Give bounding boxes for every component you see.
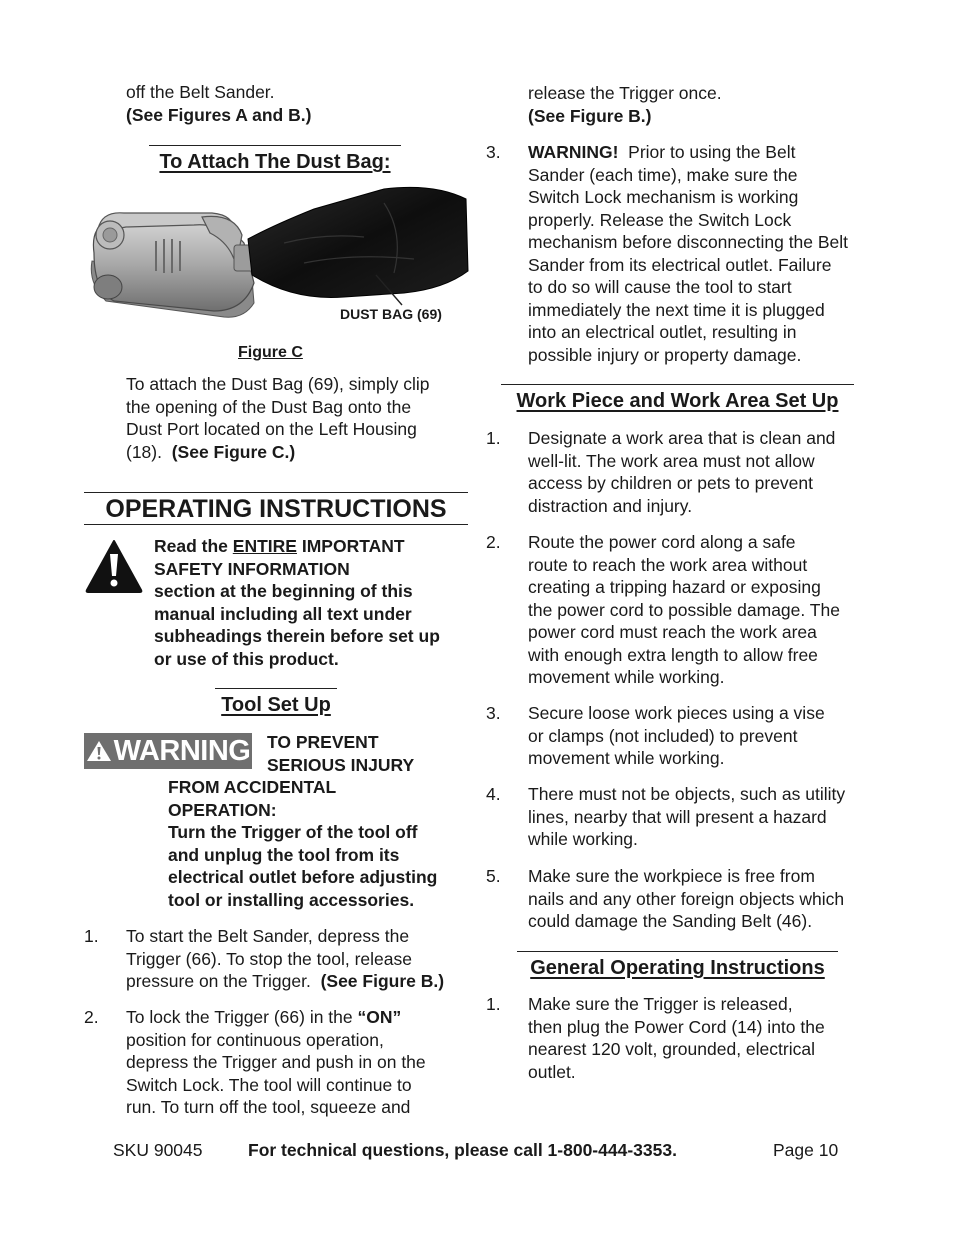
continued-line: release the Trigger once. xyxy=(528,83,722,103)
tool-setup-step-3 xyxy=(486,141,886,367)
safety-line: manual including all text under xyxy=(154,603,412,624)
tool-setup-step-1 xyxy=(84,925,484,995)
work-item-5 xyxy=(486,865,886,935)
step-line: possible injury or property damage. xyxy=(528,344,802,365)
item-line: creating a tripping hazard or exposing xyxy=(528,577,821,597)
belt-sander-illustration xyxy=(84,183,470,325)
intro-line: off the Belt Sander. xyxy=(126,82,275,102)
item-line: nails and any other foreign objects which xyxy=(528,888,845,909)
warning-line: OPERATION: xyxy=(168,799,277,820)
item-line: with enough extra length to allow free xyxy=(528,644,818,665)
item-line: nearest 120 volt, grounded, electrical xyxy=(528,1039,815,1059)
safety-read-the: Read the xyxy=(154,536,228,556)
dust-bag-line: Dust Port located on the Left Housing xyxy=(126,419,417,439)
intro-figure-ref: (See Figures A and B.) xyxy=(126,104,312,125)
item-line: movement while working. xyxy=(528,748,725,768)
item-number: 1. xyxy=(486,994,501,1014)
safety-line: or use of this product. xyxy=(154,648,339,669)
step-number: 2. xyxy=(84,1007,99,1027)
step-line: To start the Belt Sander, depress the xyxy=(126,926,410,946)
item-line: There must not be objects, such as utility xyxy=(528,784,846,804)
step-number: 3. xyxy=(486,142,501,162)
warning-badge xyxy=(84,733,252,769)
step-line: To lock the Trigger (66) in the xyxy=(126,1007,353,1027)
item-line: outlet. xyxy=(528,1061,576,1082)
item-number: 5. xyxy=(486,866,501,886)
safety-line: section at the beginning of this xyxy=(154,581,413,601)
warning-line: Turn the Trigger of the tool off xyxy=(168,822,418,842)
step-line: Switch Lock. The tool will continue to xyxy=(126,1074,412,1095)
warning-text xyxy=(168,776,437,911)
item-line: Designate a work area that is clean and xyxy=(528,428,836,448)
tool-setup-step-2 xyxy=(84,1006,484,1121)
figure-c xyxy=(84,183,470,325)
item-line: Make sure the Trigger is released, xyxy=(528,994,793,1014)
on-label: “ON” xyxy=(357,1007,402,1027)
footer-sku: SKU 90045 xyxy=(113,1140,203,1160)
operating-instructions-heading: OPERATING INSTRUCTIONS xyxy=(84,492,468,525)
item-number: 1. xyxy=(486,428,501,448)
step-line: Switch Lock mechanism is working xyxy=(528,187,799,207)
item-line: could damage the Sanding Belt (46). xyxy=(528,911,813,931)
item-number: 2. xyxy=(486,532,501,552)
dust-bag-paragraph xyxy=(126,373,429,463)
step-line: Sander from its electrical outlet. Failure xyxy=(528,254,832,275)
step-line: properly. Release the Switch Lock xyxy=(528,209,792,230)
item-line: power cord must reach the work area xyxy=(528,622,817,642)
work-item-2 xyxy=(486,531,886,691)
step-line: pressure on the Trigger. xyxy=(126,971,311,991)
work-item-1 xyxy=(486,427,886,519)
item-line: access by children or pets to prevent xyxy=(528,473,814,493)
safety-line: subheadings therein before set up xyxy=(154,626,440,646)
item-line: or clamps (not included) to prevent xyxy=(528,725,798,746)
dust-bag-line: the opening of the Dust Bag onto the xyxy=(126,396,412,417)
item-line: well-lit. The work area must not allow xyxy=(528,450,815,471)
warning-line: SERIOUS INJURY xyxy=(267,754,415,775)
continued-text xyxy=(528,82,722,127)
item-number: 3. xyxy=(486,703,501,723)
warning-line: FROM ACCIDENTAL xyxy=(168,777,337,797)
safety-notice xyxy=(154,535,440,670)
footer-page-number: Page 10 xyxy=(773,1140,839,1160)
safety-line: SAFETY INFORMATION xyxy=(154,558,350,579)
dust-bag-line: (18). xyxy=(126,441,162,462)
dust-bag-heading: To Attach The Dust Bag: xyxy=(149,145,401,174)
step-line: Sander (each time), make sure the xyxy=(528,164,798,185)
general-item-1 xyxy=(486,993,886,1085)
step-line: to do so will cause the tool to start xyxy=(528,277,792,297)
item-line: distraction and injury. xyxy=(528,495,693,516)
work-area-heading: Work Piece and Work Area Set Up xyxy=(501,384,854,413)
intro-text xyxy=(126,81,311,126)
warning-line: tool or installing accessories. xyxy=(168,889,415,910)
warning-label: WARNING xyxy=(113,735,251,767)
item-line: while working. xyxy=(528,829,638,849)
general-instructions-heading: General Operating Instructions xyxy=(517,951,838,980)
footer-tech-support: For technical questions, please call 1-800-444-3353. xyxy=(248,1140,677,1160)
step-line: mechanism before disconnecting the Belt xyxy=(528,232,849,252)
safety-entire: ENTIRE xyxy=(232,536,297,556)
step-warning-label: WARNING! xyxy=(528,142,619,162)
item-line: lines, nearby that will present a hazard xyxy=(528,806,827,827)
work-item-3 xyxy=(486,702,886,772)
dust-bag-callout: DUST BAG (69) xyxy=(340,306,442,322)
dust-bag-figure-ref: (See Figure C.) xyxy=(171,441,296,462)
work-item-4 xyxy=(486,783,886,853)
warning-triangle-icon xyxy=(84,538,144,594)
item-line: Route the power cord along a safe xyxy=(528,532,796,552)
warning-line: electrical outlet before adjusting xyxy=(168,867,438,887)
step-line: into an electrical outlet, resulting in xyxy=(528,322,797,342)
continued-figure-ref: (See Figure B.) xyxy=(528,105,652,126)
safety-important: IMPORTANT xyxy=(301,536,405,556)
warning-line: TO PREVENT xyxy=(267,732,379,752)
warning-right-text xyxy=(267,731,414,776)
item-line: the power cord to possible damage. The xyxy=(528,599,840,620)
step-figure-ref: (See Figure B.) xyxy=(320,971,445,991)
item-line: route to reach the work area without xyxy=(528,554,808,575)
item-line: movement while working. xyxy=(528,667,725,687)
warning-small-triangle-icon xyxy=(86,739,112,763)
step-line: run. To turn off the tool, squeeze and xyxy=(126,1097,411,1117)
item-line: Secure loose work pieces using a vise xyxy=(528,703,825,723)
item-line: then plug the Power Cord (14) into the xyxy=(528,1016,825,1037)
item-line: Make sure the workpiece is free from xyxy=(528,866,815,886)
item-number: 4. xyxy=(486,784,501,804)
dust-bag-line: To attach the Dust Bag (69), simply clip xyxy=(126,374,430,394)
step-number: 1. xyxy=(84,926,99,946)
tool-setup-heading: Tool Set Up xyxy=(215,688,337,717)
figure-caption: Figure C xyxy=(238,344,303,361)
step-line: Trigger (66). To stop the tool, release xyxy=(126,948,412,969)
warning-line: and unplug the tool from its xyxy=(168,844,400,865)
step-line: Prior to using the Belt xyxy=(628,142,796,162)
step-line: depress the Trigger and push in on the xyxy=(126,1052,426,1072)
step-line: immediately the next time it is plugged xyxy=(528,299,825,320)
step-line: position for continuous operation, xyxy=(126,1029,384,1050)
